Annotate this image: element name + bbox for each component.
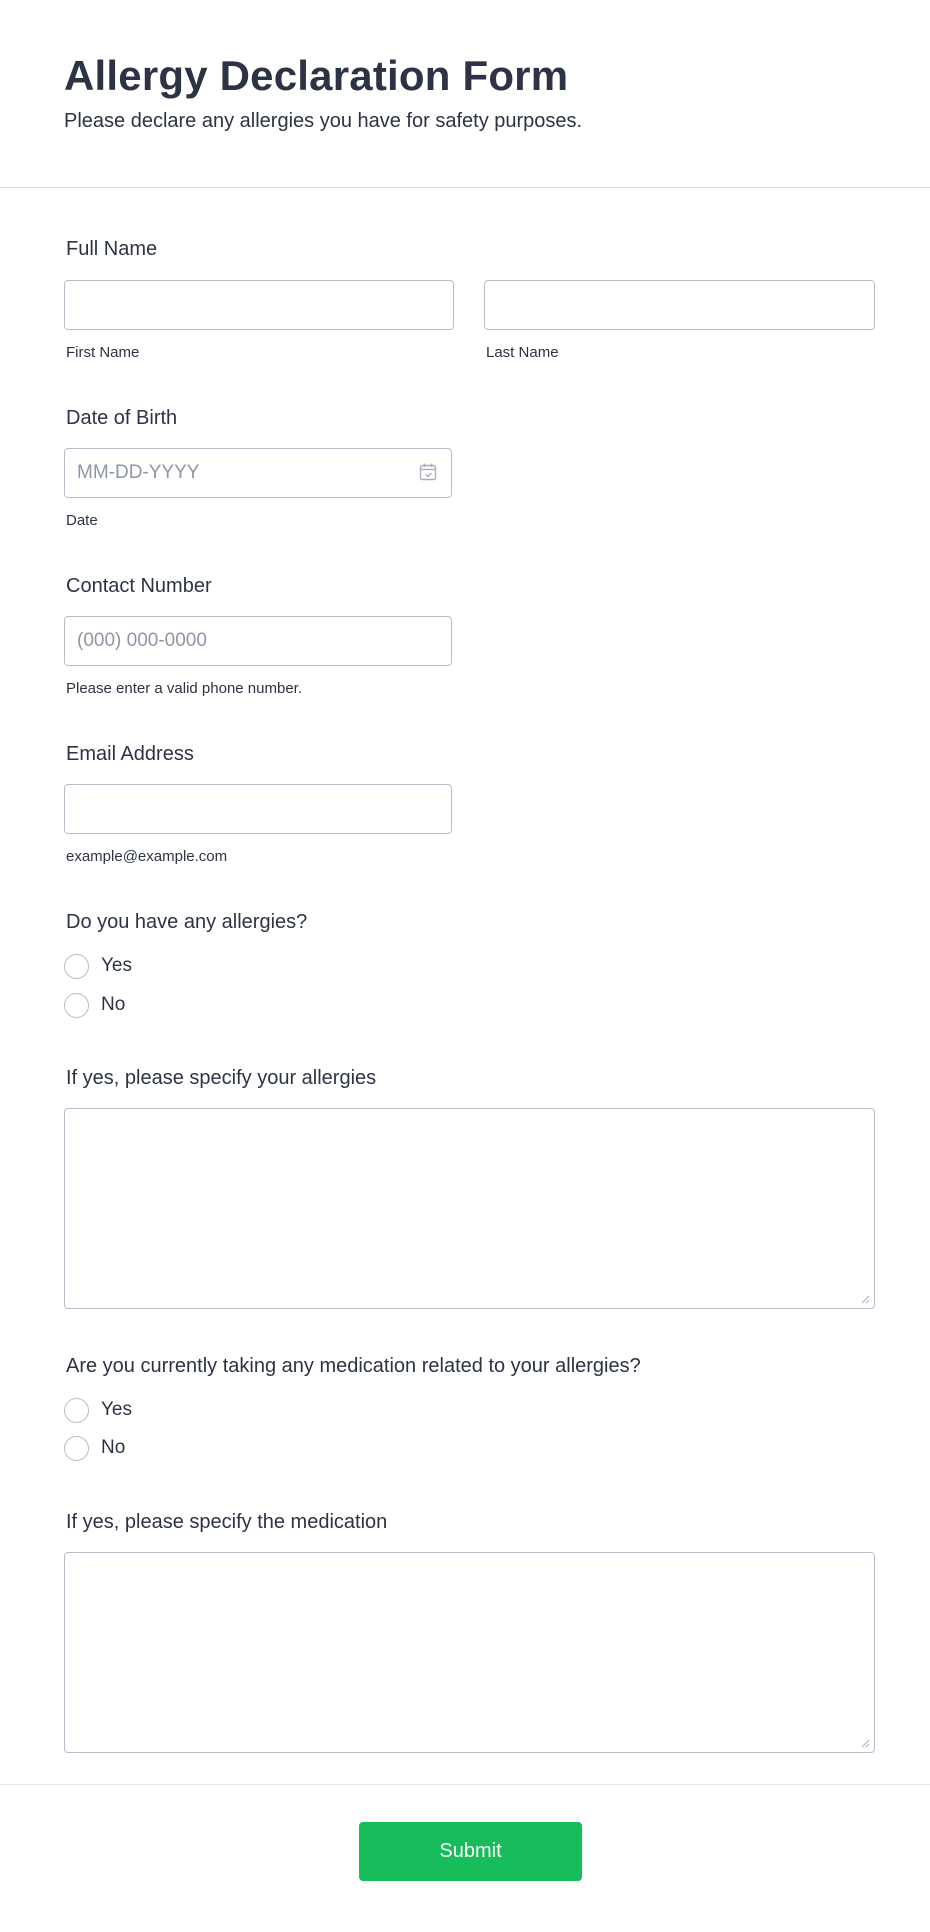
phone-input[interactable] <box>64 616 452 666</box>
radio-label: Yes <box>101 1399 132 1420</box>
medication-question-label: Are you currently taking any medication related to your allergies? <box>66 1355 641 1377</box>
resize-grip-icon[interactable] <box>860 1738 870 1748</box>
medication-textarea[interactable] <box>64 1552 875 1753</box>
email-label: Email Address <box>66 743 194 765</box>
dob-sublabel: Date <box>66 512 98 529</box>
form-header <box>0 0 930 188</box>
submit-button[interactable]: Submit <box>359 1822 582 1881</box>
last-name-input[interactable] <box>484 280 875 330</box>
contact-label: Contact Number <box>66 575 212 597</box>
radio-button[interactable] <box>64 954 89 979</box>
email-sublabel: example@example.com <box>66 848 228 865</box>
calendar-icon[interactable] <box>418 462 438 482</box>
form-title: Allergy Declaration Form <box>64 52 569 99</box>
radio-label: No <box>101 1437 126 1458</box>
full-name-label: Full Name <box>66 238 158 260</box>
dob-input[interactable] <box>64 448 452 498</box>
form-subtitle: Please declare any allergies you have for safety purposes. <box>64 110 583 132</box>
medication-specify-label: If yes, please specify the medication <box>66 1511 388 1533</box>
resize-grip-icon[interactable] <box>860 1294 870 1304</box>
radio-button[interactable] <box>64 1398 89 1423</box>
dob-label: Date of Birth <box>66 407 178 429</box>
first-name-input[interactable] <box>64 280 454 330</box>
medication-option-yes[interactable] <box>64 1397 132 1423</box>
last-name-sublabel: Last Name <box>486 344 559 361</box>
allergies-textarea[interactable] <box>64 1108 875 1309</box>
first-name-sublabel: First Name <box>66 344 140 361</box>
phone-sublabel: Please enter a valid phone number. <box>66 680 302 697</box>
radio-button[interactable] <box>64 1436 89 1461</box>
radio-label: Yes <box>101 955 132 976</box>
allergies-option-no[interactable] <box>64 992 125 1018</box>
radio-button[interactable] <box>64 993 89 1018</box>
radio-label: No <box>101 994 126 1015</box>
allergies-option-yes[interactable] <box>64 953 132 979</box>
allergies-question-label: Do you have any allergies? <box>66 911 308 933</box>
email-input[interactable] <box>64 784 452 834</box>
allergies-specify-label: If yes, please specify your allergies <box>66 1067 377 1089</box>
medication-option-no[interactable] <box>64 1435 125 1461</box>
